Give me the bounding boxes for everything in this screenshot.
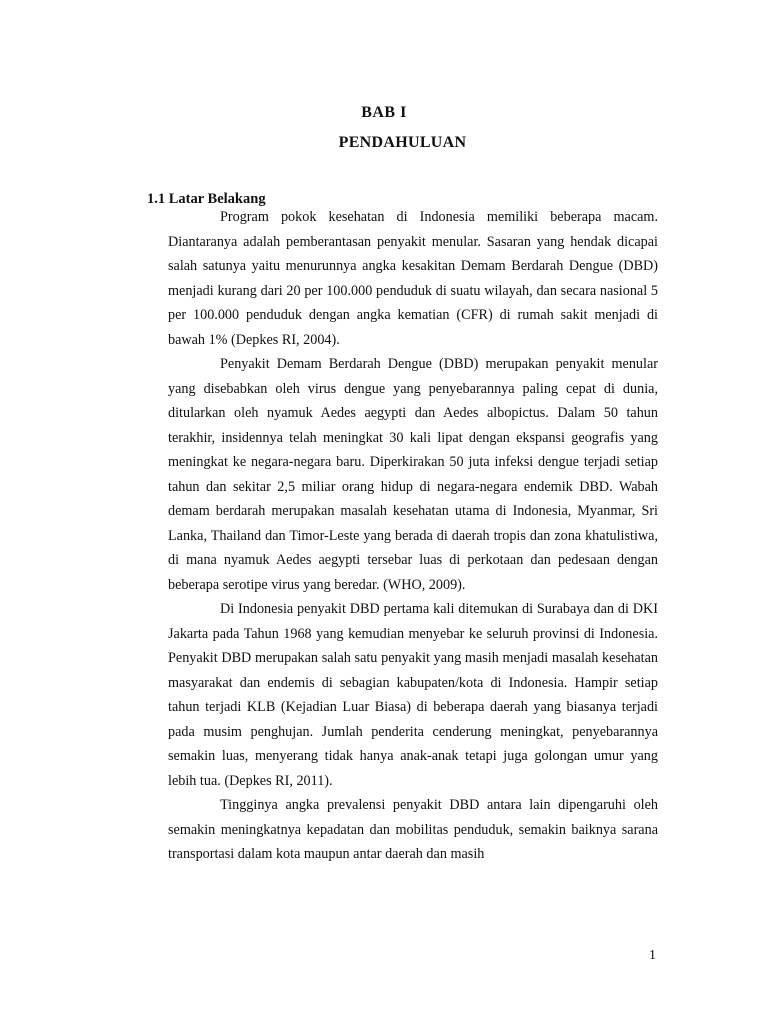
section-heading: 1.1 Latar Belakang xyxy=(147,191,266,207)
paragraph-1: Program pokok kesehatan di Indonesia memiliki beberapa macam. Diantaranya adalah pemberantasan penyakit menular. Sasaran yang hendak dicapai salah satunya yaitu menurunnya angka kesakitan Demam Berdarah Dengue (DBD) menjadi kurang dari 20 per 100.000 penduduk di suatu wilayah, dan secara nasional 5 per 100.000 penduduk dengan angka kematian (CFR) di rumah sakit menjadi di bawah 1% (Depkes RI, 2004). xyxy=(168,209,658,348)
page-number: 1 xyxy=(649,948,656,963)
body-text xyxy=(168,205,658,867)
chapter-number: BAB I xyxy=(361,104,407,121)
paragraph-4: Tingginya angka prevalensi penyakit DBD antara lain dipengaruhi oleh semakin meningkatnya kepadatan dan mobilitas penduduk, semakin baiknya sarana transportasi dalam kota maupun antar daerah dan masih xyxy=(168,797,658,862)
chapter-title: PENDAHULUAN xyxy=(338,134,467,151)
paragraph-2: Penyakit Demam Berdarah Dengue (DBD) merupakan penyakit menular yang disebabkan oleh virus dengue yang penyebarannya paling cepat di dunia, ditularkan oleh nyamuk Aedes aegypti dan Aedes albopictus. Dalam 50 tahun terakhir, insidennya telah meningkat 30 kali lipat dengan ekspansi geografis yang meningkat ke negara-negara baru. Diperkirakan 50 juta infeksi dengue terjadi setiap tahun dan sekitar 2,5 miliar orang hidup di negara-negara endemik DBD. Wabah demam berdarah merupakan masalah kesehatan utama di Indonesia, Myanmar, Sri Lanka, Thailand dan Timor-Leste yang berada di daerah tropis dan zona khatulistiwa, di mana nyamuk Aedes aegypti tersebar luas di perkotaan dan pedesaan dengan beberapa serotipe virus yang beredar. (WHO, 2009). xyxy=(168,356,658,593)
paragraph-3: Di Indonesia penyakit DBD pertama kali ditemukan di Surabaya dan di DKI Jakarta pada Tahun 1968 yang kemudian menyebar ke seluruh provinsi di Indonesia. Penyakit DBD merupakan salah satu penyakit yang masih menjadi masalah kesehatan masyarakat dan endemis di sebagian kabupaten/kota di Indonesia. Hampir setiap tahun terjadi KLB (Kejadian Luar Biasa) di beberapa daerah yang biasanya terjadi pada musim penghujan. Jumlah penderita cenderung meningkat, penyebarannya semakin luas, menyerang tidak hanya anak-anak tetapi juga golongan umur yang lebih tua. (Depkes RI, 2011). xyxy=(168,601,658,789)
